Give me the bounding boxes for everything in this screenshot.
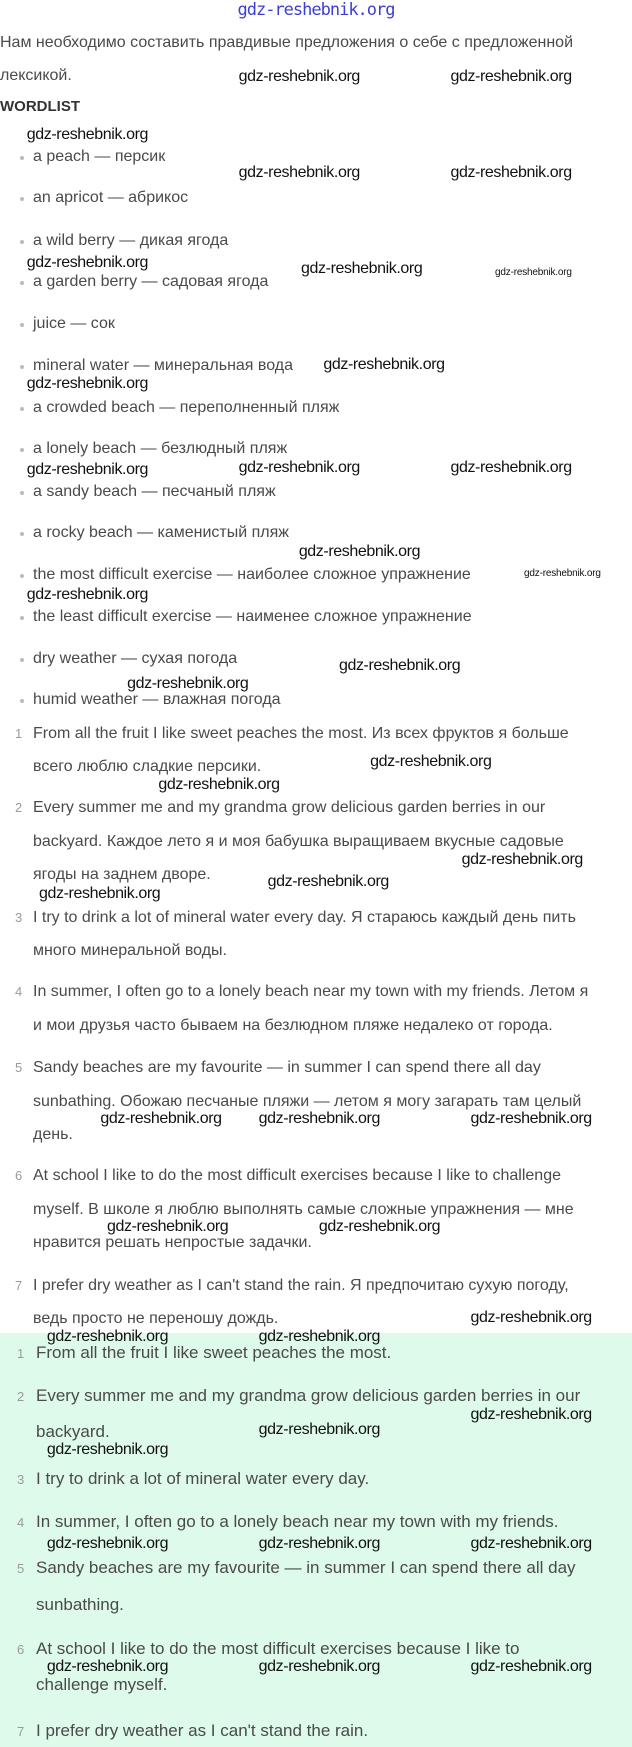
watermark-text: gdz-reshebnik.org — [524, 568, 601, 579]
answer-number: 4 — [17, 1515, 25, 1531]
sentence-line: I prefer dry weather as I can't stand the rain. Я предпочитаю сухую погоду, — [33, 1276, 569, 1294]
watermark-text: gdz-reshebnik.org — [26, 375, 149, 392]
watermark-text: gdz-reshebnik.org — [39, 885, 161, 902]
watermark-text: gdz-reshebnik.org — [26, 126, 149, 143]
wordlist-item: a wild berry — дикая ягода — [33, 231, 229, 249]
answer-line: I try to drink a lot of mineral water every day. — [36, 1468, 370, 1488]
watermark-text: gdz-reshebnik.org — [258, 1421, 380, 1438]
answer-line: In summer, I often go to a lonely beach near my town with my friends. — [36, 1512, 559, 1532]
bullet-icon — [20, 407, 24, 411]
wordlist-heading: WORDLIST — [0, 98, 80, 115]
watermark-text: gdz-reshebnik.org — [370, 753, 492, 770]
watermark-text: gdz-reshebnik.org — [470, 1658, 592, 1675]
wordlist-item: a peach — персик — [33, 148, 166, 166]
wordlist-item: a sandy beach — песчаный пляж — [33, 482, 276, 500]
sentence-line: backyard. Каждое лето я и моя бабушка выращиваем вкусные садовые — [33, 832, 564, 850]
sentence-number: 6 — [15, 1168, 23, 1184]
sentence-number: 5 — [15, 1060, 23, 1076]
wordlist-item: humid weather — влажная погода — [33, 691, 281, 709]
wordlist-item: the least difficult exercise — наименее сложное упражнение — [33, 607, 472, 625]
sentence-line: всего люблю сладкие персики. — [33, 758, 262, 776]
watermark-text: gdz-reshebnik.org — [46, 1658, 169, 1675]
watermark-text: gdz-reshebnik.org — [26, 254, 149, 271]
sentence-number: 4 — [15, 984, 23, 1000]
watermark-text: gdz-reshebnik.org — [470, 1406, 592, 1423]
watermark-text: gdz-reshebnik.org — [470, 1535, 592, 1552]
bullet-icon — [20, 616, 24, 620]
watermark-text: gdz-reshebnik.org — [318, 1218, 441, 1235]
wordlist-item: an apricot — абрикос — [33, 189, 189, 207]
answer-number: 5 — [17, 1560, 25, 1576]
watermark-text: gdz-reshebnik.org — [238, 164, 360, 181]
intro-line-2: лексикой. — [0, 67, 72, 84]
sentence-line: I try to drink a lot of mineral water every day. Я стараюсь каждый день пить — [33, 908, 576, 926]
watermark-text: gdz-reshebnik.org — [127, 675, 249, 692]
watermark-text: gdz-reshebnik.org — [258, 1328, 380, 1345]
sentence-number: 3 — [15, 909, 23, 925]
bullet-icon — [20, 699, 24, 703]
sentence-line: ягоды на заднем дворе. — [33, 866, 211, 884]
answer-line: Every summer me and my grandma grow delicious garden berries in our — [36, 1386, 581, 1406]
sentence-line: At school I like to do the most difficult exercises because I like to challenge — [33, 1167, 561, 1185]
watermark-text: gdz-reshebnik.org — [258, 1535, 380, 1552]
wordlist-item: dry weather — сухая погода — [33, 649, 238, 667]
wordlist-item: juice — сок — [33, 315, 115, 333]
wordlist-item: mineral water — минеральная вода — [33, 356, 294, 374]
watermark-text: gdz-reshebnik.org — [46, 1535, 169, 1552]
answer-line: Sandy beaches are my favourite — in summer I can spend there all day — [36, 1557, 576, 1577]
bullet-icon — [20, 448, 24, 452]
watermark-text: gdz-reshebnik.org — [495, 267, 572, 278]
watermark-text: gdz-reshebnik.org — [461, 851, 583, 868]
answer-line: I prefer dry weather as I can't stand the rain. — [36, 1720, 369, 1740]
bullet-icon — [20, 532, 24, 536]
bullet-icon — [20, 240, 24, 244]
bullet-icon — [20, 197, 24, 201]
answer-line: backyard. — [36, 1421, 110, 1441]
sentence-line: и мои друзья часто бываем на безлюдном пляже недалеко от города. — [33, 1016, 553, 1034]
sentence-number: 2 — [15, 800, 23, 816]
bullet-icon — [20, 658, 24, 662]
bullet-icon — [20, 156, 24, 160]
watermark-text: gdz-reshebnik.org — [158, 776, 280, 793]
answer-number: 3 — [17, 1471, 25, 1487]
watermark-text: gdz-reshebnik.org — [450, 164, 572, 181]
watermark-text: gdz-reshebnik.org — [258, 1658, 380, 1675]
answer-line: sunbathing. — [36, 1594, 124, 1614]
sentence-line: In summer, I often go to a lonely beach near my town with my friends. Летом я — [33, 983, 589, 1001]
bullet-icon — [20, 323, 24, 327]
answer-number: 1 — [17, 1345, 25, 1361]
sentence-line: нравится решать непростые задачки. — [33, 1234, 312, 1252]
sentence-number: 1 — [15, 725, 23, 741]
sentence-line: Sandy beaches are my favourite — in summer I can spend there all day — [33, 1059, 541, 1077]
watermark-text: gdz-reshebnik.org — [258, 1110, 380, 1127]
site-watermark-logo: gdz-reshebnik.org — [237, 0, 395, 20]
answer-line: At school I like to do the most difficult exercises because I like to — [36, 1639, 520, 1659]
watermark-text: gdz-reshebnik.org — [46, 1441, 169, 1458]
watermark-text: gdz-reshebnik.org — [26, 586, 149, 603]
answer-number: 2 — [17, 1389, 25, 1405]
watermark-text: gdz-reshebnik.org — [323, 356, 445, 373]
answer-number: 6 — [17, 1642, 25, 1658]
answer-line: challenge myself. — [36, 1674, 168, 1694]
wordlist-item: a crowded beach — переполненный пляж — [33, 399, 340, 417]
watermark-text: gdz-reshebnik.org — [298, 543, 421, 560]
wordlist-item: the most difficult exercise — наиболее сложное упражнение — [33, 566, 471, 584]
bullet-icon — [20, 365, 24, 369]
wordlist-item: a lonely beach — безлюдный пляж — [33, 440, 288, 458]
watermark-text: gdz-reshebnik.org — [450, 68, 572, 85]
sentence-line: Every summer me and my grandma grow delicious garden berries in our — [33, 799, 546, 817]
watermark-text: gdz-reshebnik.org — [267, 873, 389, 890]
sentence-line: много минеральной воды. — [33, 942, 227, 960]
watermark-text: gdz-reshebnik.org — [301, 260, 423, 277]
bullet-icon — [20, 491, 24, 495]
watermark-text: gdz-reshebnik.org — [238, 68, 360, 85]
watermark-text: gdz-reshebnik.org — [338, 657, 461, 674]
sentence-line: день. — [33, 1126, 73, 1144]
intro-line-1: Нам необходимо составить правдивые предложения о себе с предложенной — [0, 34, 574, 51]
sentence-line: myself. В школе я люблю выполнять самые сложные упражнения — мне — [33, 1200, 574, 1218]
bullet-icon — [20, 574, 24, 578]
watermark-text: gdz-reshebnik.org — [470, 1309, 592, 1326]
sentence-line: sunbathing. Обожаю песчаные пляжи — летом я могу загарать там целый — [33, 1092, 582, 1110]
watermark-text: gdz-reshebnik.org — [470, 1110, 592, 1127]
wordlist-item: a garden berry — садовая ягода — [33, 273, 269, 291]
watermark-text: gdz-reshebnik.org — [100, 1110, 222, 1127]
sentence-line: From all the fruit I like sweet peaches the most. Из всех фруктов я больше — [33, 724, 569, 742]
wordlist-item: a rocky beach — каменистый пляж — [33, 523, 289, 541]
answer-number: 7 — [17, 1723, 25, 1739]
watermark-text: gdz-reshebnik.org — [107, 1218, 229, 1235]
sentence-line: ведь просто не переношу дождь. — [33, 1310, 279, 1328]
watermark-text: gdz-reshebnik.org — [26, 461, 149, 478]
watermark-text: gdz-reshebnik.org — [450, 459, 572, 476]
answer-line: From all the fruit I like sweet peaches the most. — [36, 1342, 392, 1362]
bullet-icon — [20, 281, 24, 285]
watermark-text: gdz-reshebnik.org — [238, 459, 360, 476]
sentence-number: 7 — [15, 1277, 23, 1293]
watermark-text: gdz-reshebnik.org — [46, 1328, 169, 1345]
